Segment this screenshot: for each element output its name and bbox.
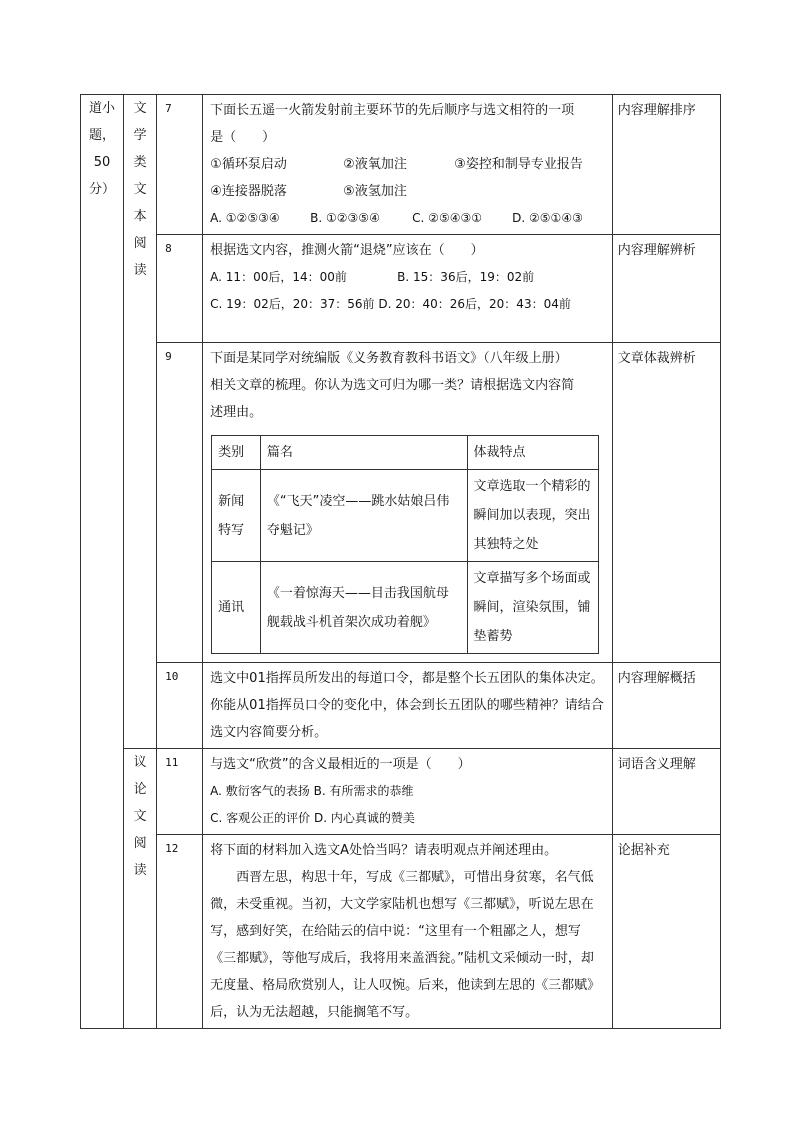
option-list bbox=[210, 291, 607, 318]
section-label-line: 分） bbox=[89, 182, 116, 197]
question-number: 11 bbox=[157, 749, 203, 835]
question-number: 9 bbox=[157, 343, 203, 663]
option: A. ①②⑤③④ bbox=[210, 211, 280, 225]
inner-cell-title: 《“飞天”凌空——跳水姑娘吕伟夺魁记》 bbox=[260, 470, 467, 562]
section-label-line: 题， bbox=[89, 128, 116, 143]
group-char: 本 bbox=[133, 209, 147, 224]
section-label-line: 道小 bbox=[89, 101, 116, 116]
option: D. 20：40：26后，20：43：04前 bbox=[378, 297, 571, 311]
inner-header: 类别 bbox=[212, 436, 261, 470]
question-content bbox=[203, 95, 613, 235]
option-line: C. 客观公正的评价 D. 内心真诚的赞美 bbox=[210, 811, 415, 825]
question-content: 选文中01指挥员所发出的每道口令，都是整个长五团队的集体决定。你能从01指挥员口令的变化中，体会到长五团队的哪些精神？请结合选文内容简要分析。 bbox=[203, 663, 613, 749]
question-stem: 与选文“欣赏”的含义最相近的一项是（ ） bbox=[210, 757, 471, 772]
ability-label: 词语含义理解 bbox=[612, 749, 720, 835]
question-content bbox=[203, 343, 613, 663]
inner-cell-feature: 文章选取一个精彩的瞬间加以表现，突出其独特之处 bbox=[467, 470, 599, 562]
question-row-11 bbox=[81, 749, 721, 835]
option: A. 11：00后，14：00前 bbox=[210, 270, 347, 284]
question-stem: 将下面的材料加入选文A处恰当吗？请表明观点并阐述理由。 bbox=[210, 843, 558, 858]
item: ③姿控和制导专业报告 bbox=[454, 157, 583, 172]
question-content bbox=[203, 235, 613, 343]
question-number: 10 bbox=[157, 663, 203, 749]
ability-label: 内容理解概括 bbox=[612, 663, 720, 749]
group-char: 文 bbox=[133, 809, 147, 824]
option: C. ②⑤④③① bbox=[412, 211, 482, 225]
item: ⑤液氢加注 bbox=[343, 184, 407, 199]
inner-header-row bbox=[212, 436, 599, 470]
inner-row bbox=[212, 562, 599, 654]
section-label-line: 50 bbox=[93, 155, 111, 170]
ability-label: 内容理解排序 bbox=[612, 95, 720, 235]
inner-cell-title: 《一着惊海天——目击我国航母舰载战斗机首架次成功着舰》 bbox=[260, 562, 467, 654]
group-char: 文 bbox=[133, 101, 147, 116]
option: D. ②⑤①④③ bbox=[512, 211, 583, 225]
section-label-cell bbox=[81, 95, 124, 1029]
question-content bbox=[203, 835, 613, 1029]
inner-row bbox=[212, 470, 599, 562]
inner-header: 体裁特点 bbox=[467, 436, 599, 470]
question-number: 8 bbox=[157, 235, 203, 343]
question-stem: 下面长五遥一火箭发射前主要环节的先后顺序与选文相符的一项 bbox=[210, 103, 575, 118]
group-char: 阅 bbox=[133, 236, 147, 251]
option: B. 15：36后，19：02前 bbox=[397, 270, 535, 284]
question-content bbox=[203, 749, 613, 835]
group-char: 读 bbox=[133, 863, 147, 878]
question-row-9 bbox=[81, 343, 721, 663]
group-char: 学 bbox=[133, 128, 147, 143]
question-row-8 bbox=[81, 235, 721, 343]
group-char: 论 bbox=[133, 782, 147, 797]
question-stem: 是（ ） bbox=[210, 130, 276, 145]
item-list bbox=[210, 151, 607, 178]
item: ①循环泵启动 bbox=[210, 157, 287, 172]
group-argument-cell bbox=[124, 749, 157, 1029]
inner-header: 篇名 bbox=[260, 436, 467, 470]
group-char: 文 bbox=[133, 182, 147, 197]
inner-cell-category: 通讯 bbox=[212, 562, 261, 654]
option: C. 19：02后，20：37：56前 bbox=[210, 297, 375, 311]
option-list bbox=[210, 205, 607, 232]
material-paragraph: 西晋左思，构思十年，写成《三都赋》，可惜出身贫寒，名气低微，未受重视。当初，大文学家陆机也想写《三都赋》，听说左思在写，感到好笑，在给陆云的信中说：“这里有一个粗鄙之人，想写《三都赋》，等他写成后，我将用来盖酒瓮。”陆机文采倾动一时，却无度量、格局欣赏别人，让人叹惋。后来，他读到左思的《三都赋》后，认为无法超越，只能搁笔不写。 bbox=[210, 870, 601, 1020]
question-row-7 bbox=[81, 95, 721, 235]
group-char: 议 bbox=[133, 755, 147, 770]
item: ④连接器脱落 bbox=[210, 184, 287, 199]
group-char: 阅 bbox=[133, 836, 147, 851]
question-number: 7 bbox=[157, 95, 203, 235]
group-char: 读 bbox=[133, 263, 147, 278]
inner-cell-feature: 文章描写多个场面或瞬间，渲染氛围，铺垫蓄势 bbox=[467, 562, 599, 654]
group-literary-cell bbox=[124, 95, 157, 749]
item: ②液氧加注 bbox=[343, 157, 407, 172]
group-char: 类 bbox=[133, 155, 147, 170]
inner-cell-category: 新闻特写 bbox=[212, 470, 261, 562]
article-genre-table bbox=[211, 435, 599, 654]
question-row-10 bbox=[81, 663, 721, 749]
question-row-12 bbox=[81, 835, 721, 1029]
question-number: 12 bbox=[157, 835, 203, 1029]
ability-label: 内容理解辨析 bbox=[612, 235, 720, 343]
ability-label: 论据补充 bbox=[612, 835, 720, 1029]
question-stem: 下面是某同学对统编版《义务教育教科书语文》（八年级上册） bbox=[210, 351, 568, 366]
question-stem: 相关文章的梳理。你认为选文可归为哪一类？请根据选文内容简 bbox=[210, 378, 575, 393]
option-list bbox=[210, 264, 607, 291]
ability-label: 文章体裁辨析 bbox=[612, 343, 720, 663]
question-stem: 根据选文内容，推测火箭“退烧”应该在（ ） bbox=[210, 243, 484, 258]
option: B. ①②③⑤④ bbox=[310, 211, 380, 225]
exam-analysis-table bbox=[80, 94, 721, 1029]
option-line: A. 敷衍客气的表扬 B. 有所需求的恭维 bbox=[210, 784, 414, 798]
item-list bbox=[210, 178, 607, 205]
question-stem: 述理由。 bbox=[210, 405, 263, 420]
